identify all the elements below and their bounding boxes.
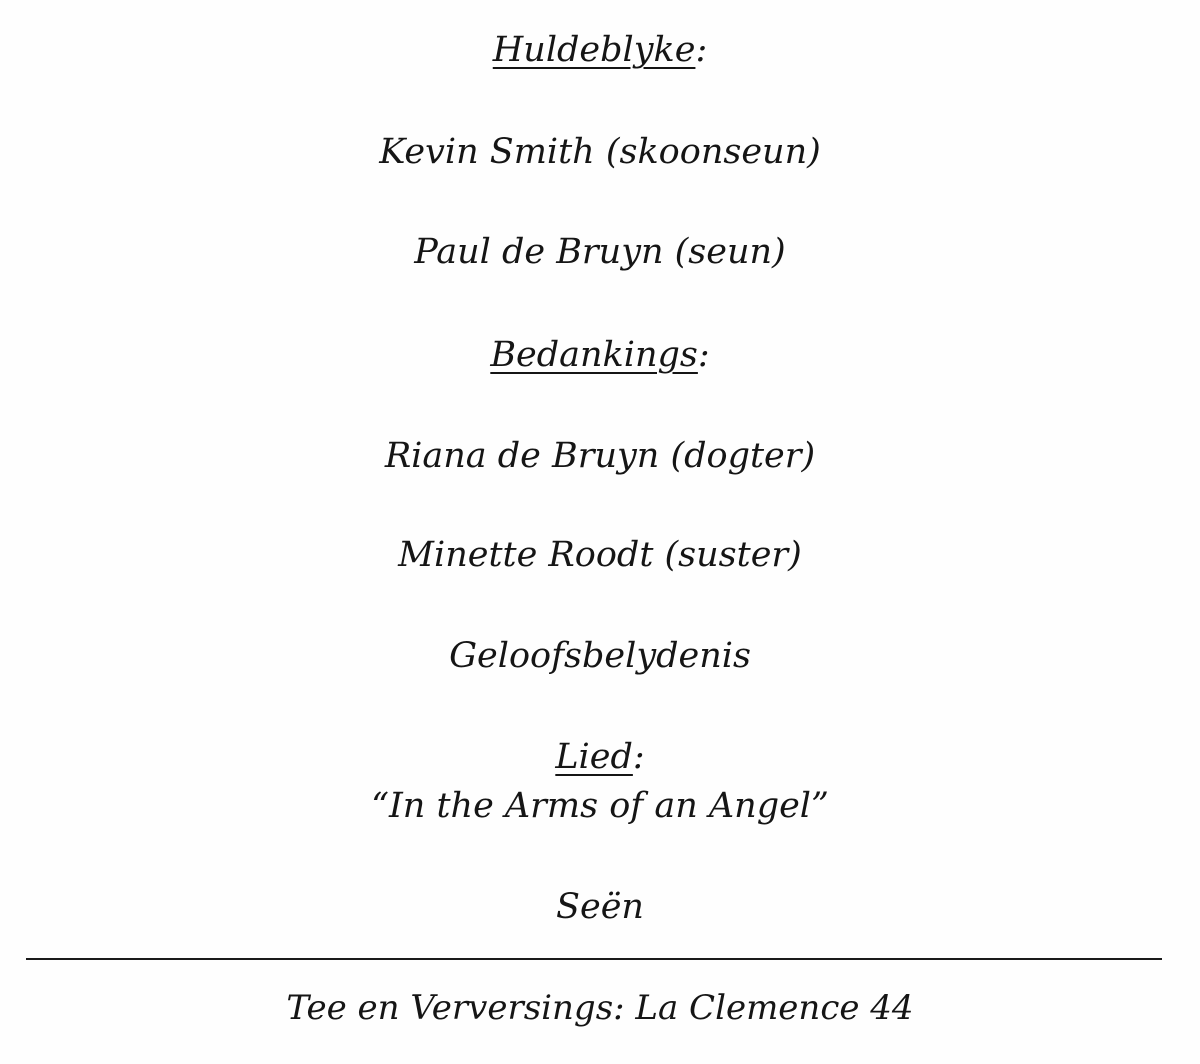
lied-heading-text: Lied [555,737,633,777]
geloofsbelydenis-item: Geloofsbelydenis [449,636,751,676]
bedankings-heading-text: Bedankings [490,335,698,375]
seen-item: Seën [556,887,644,927]
lied-colon: : [632,737,645,777]
speaker-kevin-smith: Kevin Smith (skoonseun) [379,132,821,172]
bedankings-heading [0,333,1200,377]
huldeblyke-heading [0,28,1200,72]
speaker-riana-de-bruyn: Riana de Bruyn (dogter) [384,436,816,476]
speaker-paul-de-bruyn: Paul de Bruyn (seun) [414,232,786,272]
huldeblyke-colon: : [695,30,708,70]
huldeblyke-heading-text: Huldeblyke [492,30,696,70]
footer-divider [26,958,1162,960]
footer-refreshments: Tee en Verversings: La Clemence 44 [286,988,914,1028]
lied-heading [0,735,1200,779]
bedankings-colon: : [697,335,710,375]
speaker-minette-roodt: Minette Roodt (suster) [398,535,802,575]
song-title: “In the Arms of an Angel” [371,786,829,826]
